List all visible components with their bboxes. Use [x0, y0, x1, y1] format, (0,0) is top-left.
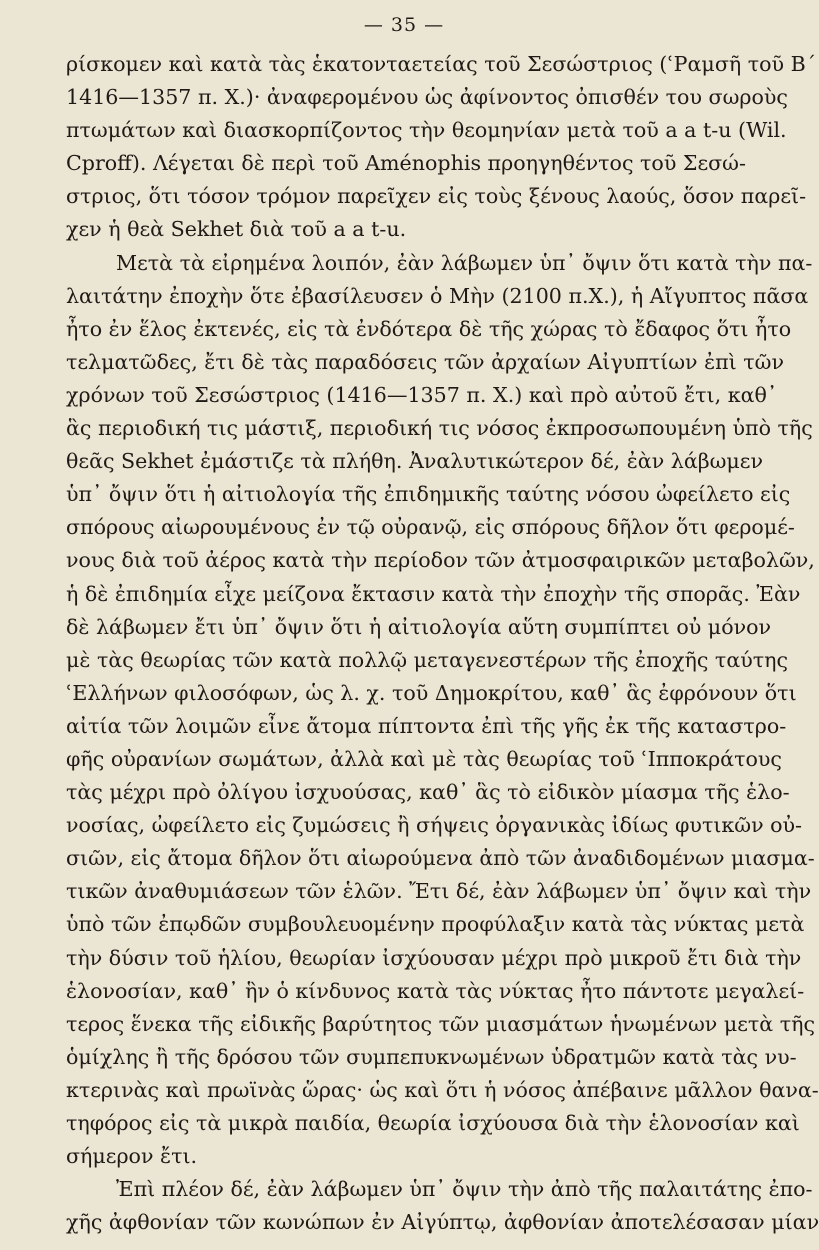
- text-line: τικῶν ἀναθυμιάσεων τῶν ἑλῶν. Ἔτι δέ, ἐὰν λάβωμεν ὑπ᾽ ὄψιν καὶ τὴν: [66, 879, 812, 904]
- text-line: σήμερον ἔτι.: [66, 1144, 198, 1169]
- text-line: στριος, ὅτι τόσον τρόμον παρεῖχεν εἰς τοὺς ξένους λαούς, ὅσον παρεῖ-: [66, 184, 807, 209]
- text-line: νοσίας, ὠφείλετο εἰς ζυμώσεις ἢ σήψεις ὀργανικὰς ἰδίως φυτικῶν οὐ-: [66, 813, 803, 838]
- text-line: ἦτο ἐν ἕλος ἐκτενές, εἰς τὰ ἐνδότερα δὲ τῆς χώρας τὸ ἔδαφος ὅτι ἦτο: [66, 316, 792, 341]
- text-line: τηφόρος εἰς τὰ μικρὰ παιδία, θεωρία ἰσχύουσα διὰ τὴν ἑλονοσίαν καὶ: [66, 1111, 800, 1135]
- text-line: Cproff). Λέγεται δὲ περὶ τοῦ Aménophis προηγηθέντος τοῦ Σεσώ-: [66, 151, 746, 176]
- text-line: σπόρους αἰωρουμένους ἐν τῷ οὐρανῷ, εἰς σπόρους δῆλον ὅτι φερομέ-: [66, 515, 795, 540]
- text-line: ʿΕλλήνων φιλοσόφων, ὡς λ. χ. τοῦ Δημοκρίτου, καθ᾽ ἃς ἐφρόνουν ὅτι: [66, 680, 797, 705]
- text-line: Μετὰ τὰ εἰρημένα λοιπόν, ἐὰν λάβωμεν ὑπ᾽ ὄψιν ὅτι κατὰ τὴν πα-: [116, 250, 813, 275]
- text-line: ὁμίχλης ἢ τῆς δρόσου τῶν συμπεπυκνωμένων ὑδρατμῶν κατὰ τὰς νυ-: [66, 1044, 797, 1069]
- text-line: 1416—1357 π. Χ.)· ἀναφερομένου ὡς ἀφίνοντος ὀπισθέν του σωροὺς: [66, 85, 788, 110]
- text-line: τερος ἕνεκα τῆς εἰδικῆς βαρύτητος τῶν μιασμάτων ἡνωμένων μετὰ τῆς: [66, 1011, 816, 1036]
- text-line: ὑπ᾽ ὄψιν ὅτι ἡ αἰτιολογία τῆς ἐπιδημικῆς ταύτης νόσου ὠφείλετο εἰς: [66, 482, 791, 507]
- text-line: νους διὰ τοῦ ἀέρος κατὰ τὴν περίοδον τῶν ἀτμοσφαιρικῶν μεταβολῶν,: [66, 548, 815, 573]
- text-line: ἑλονοσίαν, καθ᾽ ἣν ὁ κίνδυνος κατὰ τὰς νύκτας ἦτο πάντοτε μεγαλεί-: [66, 978, 805, 1003]
- text-line: ὑπὸ τῶν ἐπῳδῶν συμβουλευομένην προφύλαξιν κατὰ τὰς νύκτας μετὰ: [66, 912, 805, 937]
- text-line: χῆς ἀφθονίαν τῶν κωνώπων ἐν Αἰγύπτῳ, ἀφθονίαν ἀποτελέσασαν μίαν: [66, 1210, 819, 1235]
- text-line: τελματῶδες, ἔτι δὲ τὰς παραδόσεις τῶν ἀρχαίων Αἰγυπτίων ἐπὶ τῶν: [66, 349, 784, 374]
- text-line: φῆς οὐρανίων σωμάτων, ἀλλὰ καὶ μὲ τὰς θεωρίας τοῦ ʿΙπποκράτους: [66, 746, 782, 771]
- text-line: μὲ τὰς θεωρίας τῶν κατὰ πολλῷ μεταγενεστέρων τῆς ἐποχῆς ταύτης: [66, 647, 789, 672]
- text-line: αἰτία τῶν λοιμῶν εἶνε ἄτομα πίπτοντα ἐπὶ τῆς γῆς ἐκ τῆς καταστρο-: [66, 713, 787, 738]
- text-line: σιῶν, εἰς ἄτομα δῆλον ὅτι αἰωρούμενα ἀπὸ τῶν ἀναδιδομένων μιασμα-: [66, 846, 815, 871]
- text-line: θεᾶς Sekhet ἐμάστιζε τὰ πλήθη. Ἀναλυτικώτερον δέ, ἐὰν λάβωμεν: [66, 449, 763, 474]
- text-line: τὴν δύσιν τοῦ ἡλίου, θεωρίαν ἰσχύουσαν μέχρι πρὸ μικροῦ ἔτι διὰ τὴν: [66, 945, 802, 970]
- page-number: — 35 —: [363, 14, 445, 36]
- text-line: κτερινὰς καὶ πρωϊνὰς ὥρας· ὡς καὶ ὅτι ἡ νόσος ἀπέβαινε μᾶλλον θανα-: [66, 1077, 819, 1102]
- text-line: ἃς περιοδική τις μάστιξ, περιοδική τις νόσος ἐκπροσωπουμένη ὑπὸ τῆς: [66, 416, 813, 441]
- text-line: χρόνων τοῦ Σεσώστριος (1416—1357 π. Χ.) καὶ πρὸ αὐτοῦ ἔτι, καθ᾽: [66, 382, 778, 407]
- text-line: χεν ἡ θεὰ Sekhet διὰ τοῦ a a t-u.: [66, 217, 407, 242]
- text-line: τὰς μέχρι πρὸ ὀλίγου ἰσχυούσας, καθ᾽ ἃς τὸ εἰδικὸν μίασμα τῆς ἑλο-: [66, 780, 790, 805]
- text-line: ρίσκομεν καὶ κατὰ τὰς ἑκατονταετείας τοῦ Σεσώστριος (ʿΡαμσῆ τοῦ Β´: [66, 52, 817, 76]
- text-line: ἡ δὲ ἐπιδημία εἶχε μείζονα ἔκτασιν κατὰ τὴν ἐποχὴν τῆς σπορᾶς. Ἐὰν: [66, 581, 801, 606]
- text-line: Ἐπὶ πλέον δέ, ἐὰν λάβωμεν ὑπ᾽ ὄψιν τὴν ἀπὸ τῆς παλαιτάτης ἐπο-: [116, 1177, 813, 1202]
- text-line: πτωμάτων καὶ διασκορπίζοντος τὴν θεομηνίαν μετὰ τοῦ a a t-u (Wil.: [66, 118, 787, 143]
- text-line: δὲ λάβωμεν ἔτι ὑπ᾽ ὄψιν ὅτι ἡ αἰτιολογία αὕτη συμπίπτει οὐ μόνον: [66, 614, 772, 639]
- body-text: [66, 48, 819, 1239]
- text-line: λαιτάτην ἐποχὴν ὅτε ἐβασίλευσεν ὁ Μὴν (2100 π.Χ.), ἡ Αἴγυπτος πᾶσα: [66, 283, 809, 308]
